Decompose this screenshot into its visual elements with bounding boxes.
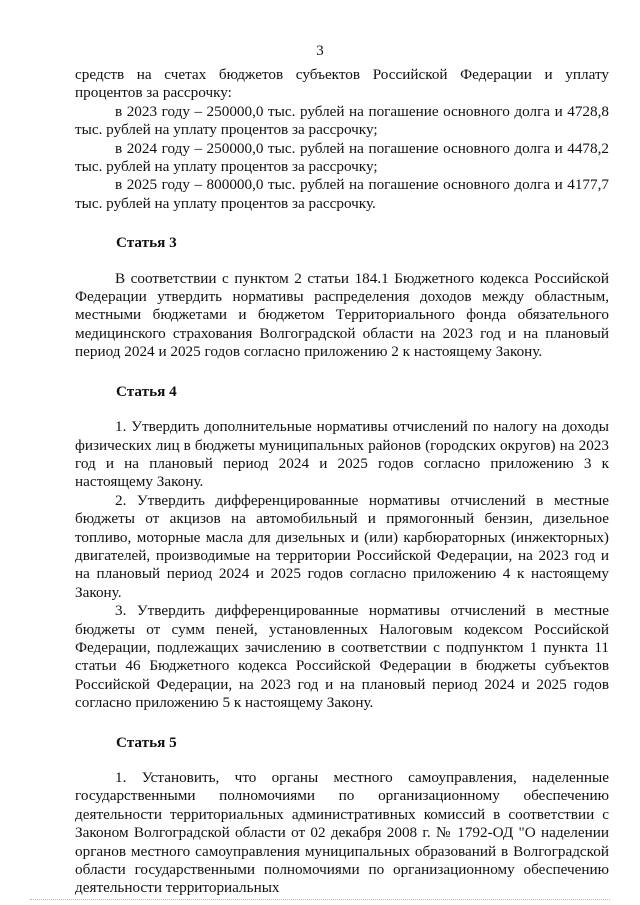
paragraph-2024-amount: в 2024 году – 250000,0 тыс. рублей на погашение основного долга и 4478,2 тыс. рублей на уплату процентов за рассрочку;: [75, 139, 609, 176]
article-5-paragraph-1: 1. Установить, что органы местного самоуправления, наделенные государственными полномочиями по организационному обеспечению деятельности территориальных административных комиссий в соответствии с Законом Волгоградской области от 02 декабря 2008 г. № 1792-ОД "О наделении органов местного самоуправления муниципальных образований в Волгоградской области государственными полномочиями по организационному обеспечению деятельности территориальных: [75, 769, 609, 897]
paragraph-2023-amount: в 2023 году – 250000,0 тыс. рублей на погашение основного долга и 4728,8 тыс. рублей на уплату процентов за рассрочку;: [75, 102, 609, 139]
paragraph-intro-continuation: средств на счетах бюджетов субъектов Российской Федерации и уплату процентов за рассрочку:: [75, 66, 609, 102]
page-number: 3: [316, 43, 324, 59]
paragraph-2025-amount: в 2025 году – 800000,0 тыс. рублей на погашение основного долга и 4177,7 тыс. рублей на уплату процентов за рассрочку.: [75, 176, 609, 212]
article-4-paragraph-3: 3. Утвердить дифференцированные нормативы отчислений в местные бюджеты от сумм пеней, установленных Налоговым кодексом Российской Федерации, подлежащих зачислению в соответствии с подпунктом 1 пункта 11 статьи 46 Бюджетного кодекса Российской Федерации в бюджеты субъектов Российской Федерации, на 2023 год и на плановый период 2024 и 2025 годов согласно приложению 5 к настоящему Закону.: [75, 602, 609, 712]
article-4-paragraph-2: 2. Утвердить дифференцированные нормативы отчислений в местные бюджеты от акцизов на автомобильный и прямогонный бензин, дизельное топливо, моторные масла для дизельных и (или) карбюраторных (инжекторных) двигателей, производимые на территории Российской Федерации, на 2023 год и на плановый период 2024 и 2025 годов согласно приложению 4 к настоящему Закону.: [75, 491, 609, 601]
article-4-heading: Статья 4: [116, 382, 177, 400]
document-body: [75, 66, 609, 898]
article-3-paragraph: В соответствии с пунктом 2 статьи 184.1 Бюджетного кодекса Российской Федерации утвердить нормативы распределения доходов между областным, местными бюджетами и бюджетом Территориального фонда обязательного медицинского страхования Волгоградской области на 2023 год и на плановый период 2024 и 2025 годов согласно приложению 2 к настоящему Закону.: [75, 269, 609, 361]
article-4-paragraph-1: 1. Утвердить дополнительные нормативы отчислений по налогу на доходы физических лиц в бюджеты муниципальных районов (городских округов) на 2023 год и на плановый период 2024 и 2025 годов согласно приложению 3 к настоящему Закону.: [75, 418, 609, 491]
page-bottom-edge: [30, 899, 610, 900]
article-3-heading: Статья 3: [116, 234, 177, 252]
article-5-heading: Статья 5: [116, 733, 177, 751]
